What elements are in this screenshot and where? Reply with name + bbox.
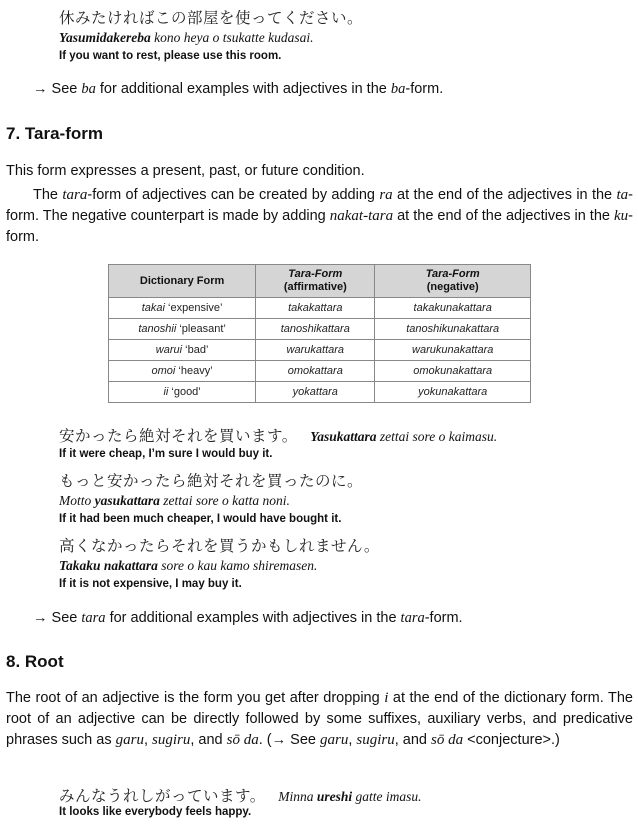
table-cell-negative: yokunakattara (375, 382, 531, 403)
table-cell-affirmative: omokattara (256, 361, 375, 382)
example-romaji: Yasukattara zettai sore o kaimasu. (310, 429, 498, 444)
table-cell-negative: omokunakattara (375, 361, 531, 382)
example-romaji: Yasumidakereba kono heya o tsukatte kudasai. (59, 30, 314, 45)
paragraph-tara-intro: This form expresses a present, past, or future condition. (6, 163, 365, 179)
example-japanese: もっと安かったら絶対それを買ったのに。 (59, 472, 364, 490)
example-english: If it is not expensive, I may buy it. (59, 578, 242, 590)
example-romaji: Takaku nakattara sore o kau kamo shiremasen. (59, 558, 318, 573)
table-row (109, 361, 531, 382)
table-cell-affirmative: warukattara (256, 340, 375, 361)
example-english: If it were cheap, I’m sure I would buy it. (59, 448, 273, 460)
table-cell-affirmative: takakattara (256, 298, 375, 319)
example-english: If you want to rest, please use this room. (59, 50, 282, 62)
table-header-negative: Tara-Form (negative) (375, 265, 531, 298)
table-cell-dictionary: tanoshii ‘pleasant’ (109, 319, 256, 340)
example-line (59, 784, 422, 806)
table-row (109, 382, 531, 403)
example-english: It looks like everybody feels happy. (59, 806, 252, 818)
see-reference: → See tara for additional examples with adjectives in the tara-form. (33, 610, 463, 626)
example-romaji: Minna ureshi gatte imasu. (278, 789, 422, 804)
see-reference: → See ba for additional examples with adjectives in the ba-form. (33, 81, 444, 97)
example-japanese: みんなうれしがっています。 (59, 787, 266, 805)
table-cell-affirmative: tanoshikattara (256, 319, 375, 340)
table-header-dictionary: Dictionary Form (109, 265, 256, 298)
example-japanese: 休みたければこの部屋を使ってください。 (59, 9, 364, 27)
table-cell-dictionary: takai ‘expensive’ (109, 298, 256, 319)
table-row (109, 319, 531, 340)
section-heading-tara: 7. Tara-form (6, 124, 103, 143)
example-english: If it had been much cheaper, I would have bought it. (59, 513, 342, 525)
example-japanese: 高くなかったらそれを買うかもしれません。 (59, 537, 380, 555)
arrow-icon: → (33, 81, 48, 97)
table-cell-negative: warukunakattara (375, 340, 531, 361)
table-cell-dictionary: ii ‘good’ (109, 382, 256, 403)
table-row (109, 298, 531, 319)
paragraph-tara-body: The tara-form of adjectives can be created by adding ra at the end of the adjectives in the ta-form. The negative counterpart is made by adding nakat-tara at the end of the adjectives in the ku-form. (6, 187, 633, 245)
table-cell-negative: takakunakattara (375, 298, 531, 319)
table-cell-dictionary: warui ‘bad’ (109, 340, 256, 361)
section-heading-root: 8. Root (6, 652, 64, 671)
table-row (109, 340, 531, 361)
arrow-icon: → (33, 610, 48, 626)
tara-form-table (108, 264, 531, 403)
example-romaji: Motto yasukattara zettai sore o katta noni. (59, 493, 290, 508)
example-japanese: 安かったら絶対それを買います。 (59, 427, 298, 445)
table-cell-affirmative: yokattara (256, 382, 375, 403)
table-cell-dictionary: omoi ‘heavy’ (109, 361, 256, 382)
paragraph-root: The root of an adjective is the form you get after dropping i at the end of the dictionary form. The root of an adjective can be directly followed by some suffixes, auxiliary verbs, and predicative phrases such as garu, sugiru, and sō da. (→ See garu, sugiru, and sō da <conjecture>.) (6, 690, 633, 748)
example-line (59, 424, 497, 446)
table-cell-negative: tanoshikunakattara (375, 319, 531, 340)
table-header-affirmative: Tara-Form (affirmative) (256, 265, 375, 298)
